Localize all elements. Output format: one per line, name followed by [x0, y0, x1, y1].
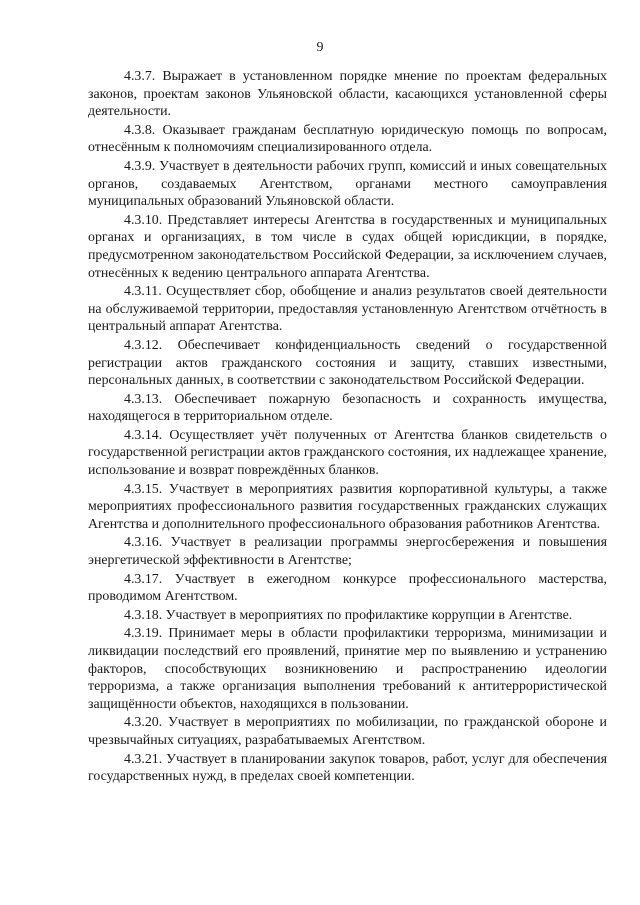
paragraph-4-3-10: 4.3.10. Представляет интересы Агентства в государственных и муниципальных органах и организациях, в том числе в судах общей юрисдикции, в порядке, предусмотренном законодательством Российской Федерации, за исключением случаев, отнесённых к ведению центрального аппарата Агентства.	[88, 212, 607, 281]
paragraph-4-3-20: 4.3.20. Участвует в мероприятиях по мобилизации, по гражданской обороне и чрезвычайных ситуациях, разрабатываемых Агентством.	[88, 715, 607, 748]
paragraph-4-3-9: 4.3.9. Участвует в деятельности рабочих групп, комиссий и иных совещательных органов, создаваемых Агентством, органами местного самоуправления муниципальных образований Ульяновской области.	[88, 158, 607, 210]
paragraph-4-3-14: 4.3.14. Осуществляет учёт полученных от Агентства бланков свидетельств о государственной регистрации актов гражданского состояния, их надлежащее хранение, использование и возврат повреждённых бланков.	[88, 427, 607, 479]
paragraph-4-3-16: 4.3.16. Участвует в реализации программы энергосбережения и повышения энергетической эффективности в Агентстве;	[88, 535, 607, 569]
paragraph-4-3-17: 4.3.17. Участвует в ежегодном конкурсе профессионального мастерства, проводимом Агентством.	[88, 571, 607, 605]
paragraph-4-3-7: 4.3.7. Выражает в установленном порядке мнение по проектам федеральных законов, проектам законов Ульяновской области, касающихся установленной сферы деятельности.	[88, 69, 607, 120]
paragraph-4-3-13: 4.3.13. Обеспечивает пожарную безопасность и сохранность имущества, находящегося в территориальном отделе.	[88, 391, 607, 425]
paragraph-4-3-18: 4.3.18. Участвует в мероприятиях по профилактике коррупции в Агентстве.	[124, 607, 573, 623]
paragraph-4-3-21: 4.3.21. Участвует в планировании закупок товаров, работ, услуг для обеспечения государственных нужд, в пределах своей компетенции.	[88, 751, 607, 785]
paragraph-4-3-8: 4.3.8. Оказывает гражданам бесплатную юридическую помощь по вопросам, отнесённым к полномочиям специализированного отдела.	[88, 122, 607, 156]
paragraph-4-3-19: 4.3.19. Принимает меры в области профилактики терроризма, минимизации и ликвидации последствий его проявлений, принятие мер по выявлению и устранению факторов, способствующих возникновению и распространению идеологии терроризма, а также организация выполнения требований к антитеррористической защищённости объектов, находящихся в пользовании.	[88, 626, 607, 712]
document-body	[88, 68, 607, 787]
paragraph-4-3-12: 4.3.12. Обеспечивает конфиденциальность сведений о государственной регистрации актов гражданского состояния и защиту, ставших известными, персональных данных, в соответствии с законодательством Российской Федерации.	[88, 337, 607, 389]
page-number: 9	[316, 40, 324, 55]
paragraph-4-3-11: 4.3.11. Осуществляет сбор, обобщение и анализ результатов своей деятельности на обслуживаемой территории, предоставляя установленную Агентством отчётность в центральный аппарат Агентства.	[88, 284, 607, 335]
paragraph-4-3-15: 4.3.15. Участвует в мероприятиях развития корпоративной культуры, а также мероприятиях профессионального развития государственных гражданских служащих Агентства и дополнительного профессионального образования работников Агентства.	[88, 481, 607, 532]
